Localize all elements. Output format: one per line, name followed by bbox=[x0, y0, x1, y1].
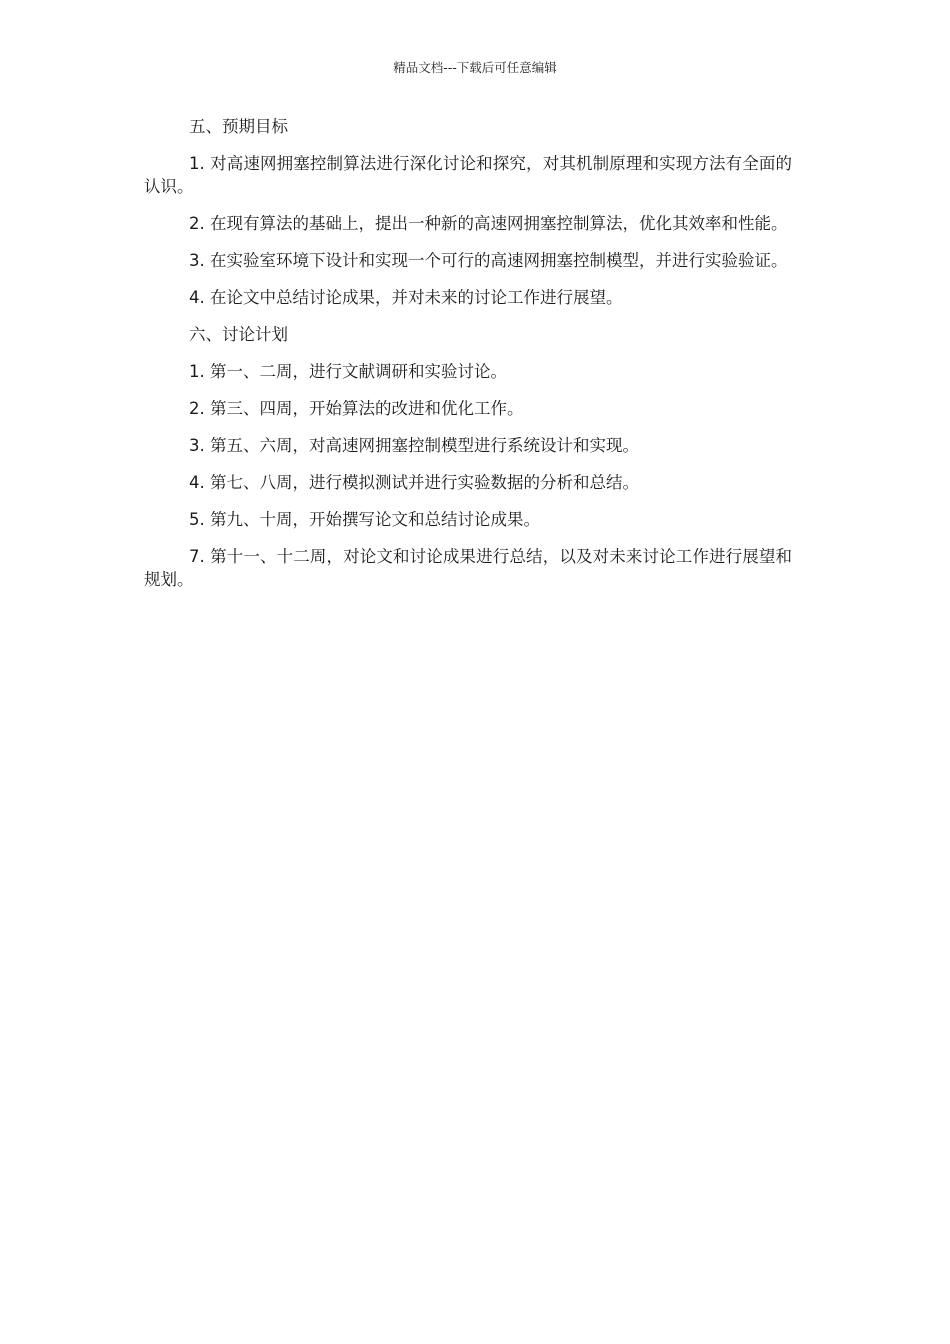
goal-item-4: 4. 在论文中总结讨论成果，并对未来的讨论工作进行展望。 bbox=[189, 288, 623, 307]
plan-item-2: 2. 第三、四周，开始算法的改进和优化工作。 bbox=[189, 399, 524, 418]
plan-item-3: 3. 第五、六周，对高速网拥塞控制模型进行系统设计和实现。 bbox=[189, 436, 639, 455]
plan-item-4: 4. 第七、八周，进行模拟测试并进行实验数据的分析和总结。 bbox=[189, 473, 639, 492]
goal-item-1: 1. 对高速网拥塞控制算法进行深化讨论和探究，对其机制原理和实现方法有全面的认识。 bbox=[144, 154, 792, 196]
goal-item-3: 3. 在实验室环境下设计和实现一个可行的高速网拥塞控制模型，并进行实验验证。 bbox=[189, 251, 788, 270]
section-heading-goals: 五、预期目标 bbox=[189, 117, 288, 136]
section-heading-plan: 六、讨论计划 bbox=[189, 325, 288, 344]
plan-item-7: 7. 第十一、十二周，对论文和讨论成果进行总结，以及对未来讨论工作进行展望和规划。 bbox=[144, 547, 792, 589]
page-header: 精品文档---下载后可任意编辑 bbox=[393, 60, 557, 75]
plan-item-1: 1. 第一、二周，进行文献调研和实验讨论。 bbox=[189, 362, 507, 381]
document-body bbox=[144, 115, 792, 605]
plan-item-5: 5. 第九、十周，开始撰写论文和总结讨论成果。 bbox=[189, 510, 540, 529]
goal-item-2: 2. 在现有算法的基础上，提出一种新的高速网拥塞控制算法，优化其效率和性能。 bbox=[189, 214, 788, 233]
